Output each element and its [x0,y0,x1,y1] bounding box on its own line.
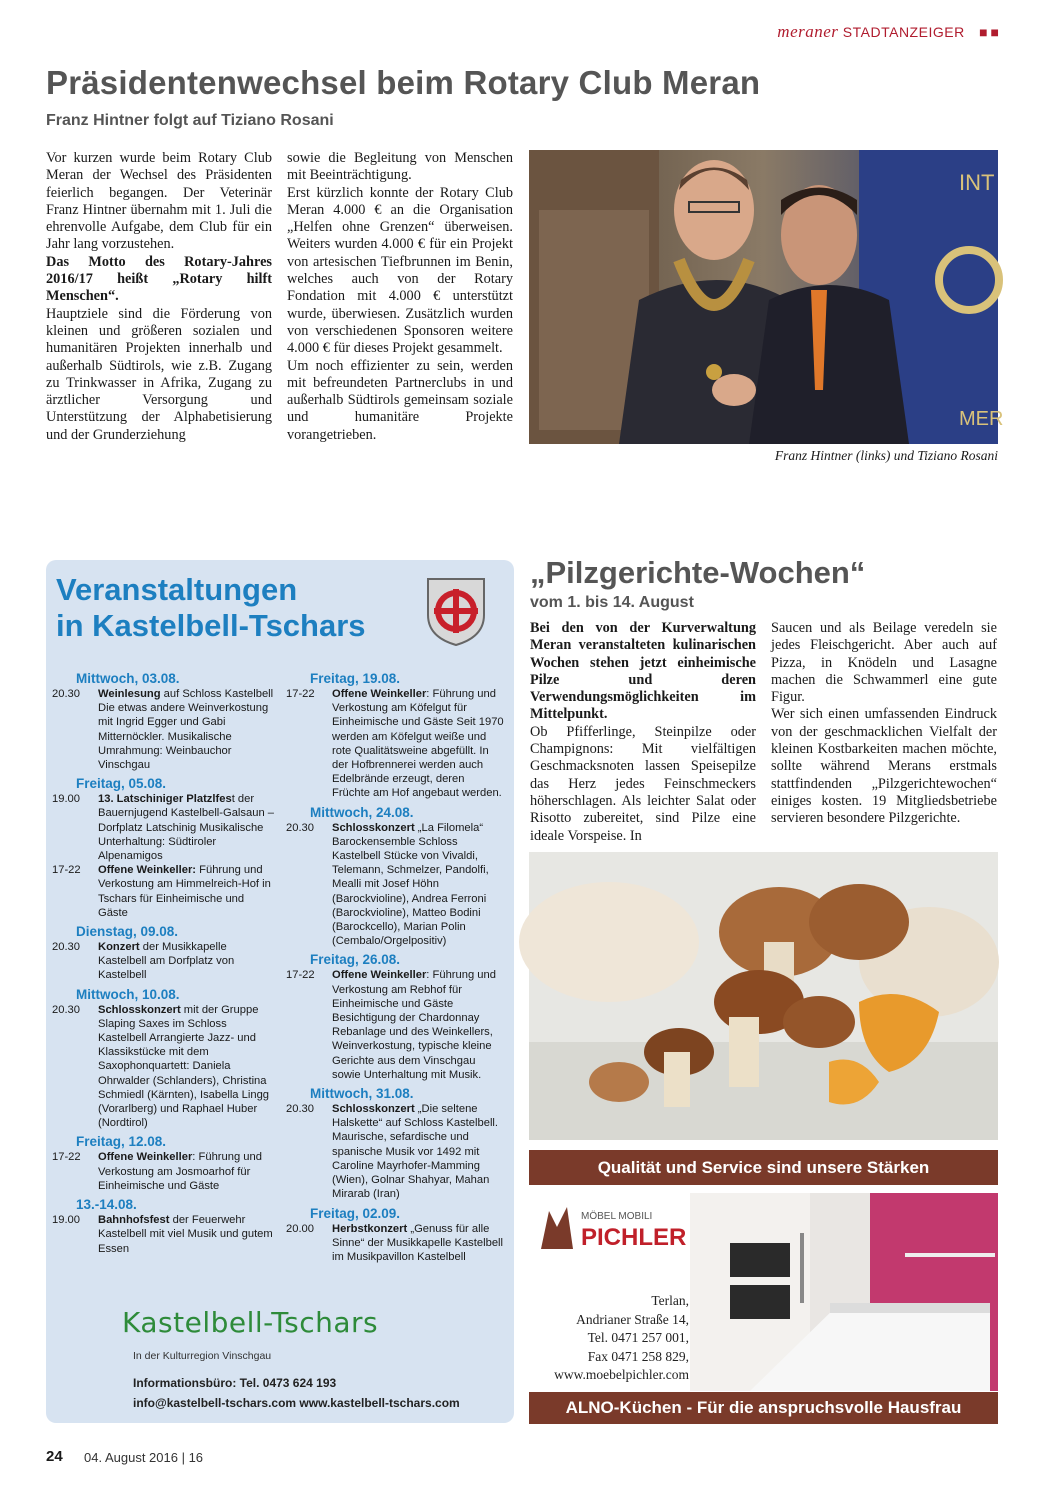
event-title: Offene Weinkeller [332,688,427,700]
event-item [52,1150,276,1193]
event-description [98,1213,276,1256]
event-title: Konzert [98,941,140,954]
paragraph: sowie die Begleitung von Menschen mit Beeinträchtigung. [287,150,513,184]
paragraph: Vor kurzen wurde beim Rotary Club Meran der Wechsel des Präsidenten feierlich begangen. Der Veterinär Franz Hintner übernahm mit 1. Juli die ehrenvolle Aufgabe, dem Club für ein Jahr lang vorzustehen. [46,150,272,253]
event-description [98,863,276,920]
event-details: der Feuerwehr Kastelbell mit viel Musik und gutem Essen [98,1214,273,1255]
event-time: 20.30 [286,1103,314,1116]
event-time: 17-22 [286,969,315,982]
kitchen-photo [690,1193,998,1391]
info-phone: Informationsbüro: Tel. 0473 624 193 [133,1376,337,1390]
address-line: Tel. 0471 257 001, [587,1330,689,1345]
event-date: Freitag, 19.08. [310,671,401,686]
event-time: 17-22 [286,688,315,700]
paragraph: Um noch effizienter zu sein, werden mit befreundeten Partnerclubs in und außerhalb Südtirols gemeinsam soziale und humanitäre Projekte vorangetrieben. [287,357,513,443]
place-name: Kastelbell-Tschars [122,1306,379,1339]
ad-address [529,1292,689,1385]
event-item [52,1003,276,1131]
event-item [52,687,276,772]
event-item [286,821,504,949]
event-description [98,687,276,772]
event-description [332,1102,504,1201]
photo-caption: Franz Hintner (links) und Tiziano Rosani [774,448,998,463]
event-details: : Führung und Verkostung am Köfelgut für Einheimische und Gäste Seit 1970 werden am Köfelgut weiße und rote Qualitätsweine abgefüllt. In der Hofbrennerei werden auch Edelbrände erzeugt, deren Früchte am Hof angebaut werden. [332,688,504,800]
region-label: In der Kulturregion Vinschgau [133,1350,272,1362]
event-item [52,940,276,983]
events-title [56,572,366,644]
event-details: auf Schloss Kastelbell Die etwas andere Weinverkostung mit Ingrid Egger und Gabi Mitternöckler. Musikalische Umrahmung: Weinbauchor Vinschgau [98,688,274,772]
event-description [98,940,276,983]
event-title: Offene Weinkeller [332,969,427,982]
logo-big-text: PICHLER [581,1224,687,1251]
event-title: Schlosskonzert [98,1003,181,1016]
event-date: Mittwoch, 24.08. [310,804,414,820]
pilz-subhead: vom 1. bis 14. August [530,594,694,611]
banner-text-bottom: MER [959,408,1004,430]
masthead-brand: meraner [777,22,839,41]
event-item [286,968,504,1082]
event-time: 20.30 [52,688,80,700]
event-item [52,1213,276,1256]
event-date: Freitag, 12.08. [76,1134,167,1150]
article-headline: Präsidentenwechsel beim Rotary Club Meran [46,64,761,101]
motto-paragraph: Das Motto des Rotary-Jahres 2016/17 heißt „Rotary hilft Menschen“. [46,253,272,305]
event-date: Mittwoch, 10.08. [76,986,180,1002]
event-date: Mittwoch, 03.08. [76,671,180,686]
event-time: 17-22 [52,864,81,877]
masthead [777,22,1002,42]
event-time: 20.30 [52,1003,80,1016]
paragraph: Ob Pfifferlinge, Steinpilze oder Champignons: Mit vielfältigen Geschmacksnoten lassen Speisepilze das Herz jedes Feinschmeckers höherschlagen. Als leichter Salat oder Risotto zubereitet, sind Pilze eine ideale Vorspeise. In [530,723,756,844]
logo-small-text: MÖBEL MOBILI [581,1211,653,1222]
paragraph: Saucen und als Beilage veredeln sie jedes Fleischgericht. Aber auch auf Pizza, in Knödeln und Lasagne machen die Schwammerl eine gute Figur. [771,620,997,706]
event-description [98,1003,276,1131]
article-subhead: Franz Hintner folgt auf Tiziano Rosani [46,112,334,129]
masthead-dots: ■■ [979,24,1002,40]
event-title: Schlosskonzert [332,1103,415,1116]
page-number: 24 [46,1448,63,1465]
event-time: 20.00 [286,1222,314,1235]
address-line: Fax 0471 258 829, [587,1348,689,1364]
event-description [332,821,504,949]
event-description [332,968,504,1082]
info-web: info@kastelbell-tschars.com www.kastelbell-tschars.com [133,1396,460,1410]
event-time: 19.00 [52,1214,80,1227]
address-line: Terlan, [651,1293,689,1308]
event-title: Weinlesung [98,688,161,700]
ad-top-banner: Qualität und Service sind unsere Stärken [529,1150,998,1185]
event-details: „La Filomela“ Barockensemble Schloss Kastelbell Stücke von Vivaldi, Telemann, Schmelzer, Pandolfi, Mealli mit Josef Höhn (Barockvioline), Andrea Ferroni (Barockvioline), Matteo Bodini (Barockcello), Marian Polin (Cembalo/Orgelpositiv) [332,821,489,948]
event-time: 17-22 [52,1151,81,1164]
event-description [98,792,276,863]
event-description [98,1150,276,1193]
paragraph: Erst kürzlich konnte der Rotary Club Meran 4.000 € an die Organisation „Helfen ohne Grenzen“ überweisen. Weiters wurden 4.000 € für ein Projekt von artesischen Tiefbrunnen im Benin, welches auch von der Rotary Fondation mit 4.000 € unterstützt wurde, überwiesen. Zusätzlich wurden von verschiedenen Sponsoren weitere 4.000 € für dieses Projekt gesammelt. [287,184,513,357]
event-details: mit der Gruppe Slaping Saxes im Schloss Kastelbell Arrangierte Jazz- und Klassikstücke mit dem Saxophonquartett: Daniela Ohrwalder (Schlanders), Christina Schmiedl (Kärnten), Isabella Lingg (Vorarlberg) und Raphael Huber (Nordtirol) [98,1003,270,1130]
event-title: 13. Latschiniger Platzlfes [98,793,232,806]
event-time: 20.30 [286,821,314,834]
event-details: „Die seltene Halskette“ auf Schloss Kastelbell. Maurische, sefardische und spanische Musik vor 1492 mit Caroline Mayrhofer-Mamming (Wien), Golnar Shahyar, Mahan Mirarab (Iran) [332,1103,499,1201]
event-date: 13.-14.08. [76,1197,137,1213]
rotary-photo [529,150,1004,444]
event-title: Herbstkonzert [332,1222,408,1235]
event-details: : Führung und Verkostung am Rebhof für Einheimische und Gäste Besichtigung der Chardonnay Rebanlage und des Weinkellers, Weinverkostung, typische kleine Gerichte aus dem Vinschgau sowie Unterhaltung mit Musik. [332,969,496,1081]
issue-date: 04. August 2016 | 16 [84,1450,204,1465]
address-line: Andrianer Straße 14, [576,1311,689,1327]
pilz-headline: „Pilzgerichte-Wochen“ [530,555,866,590]
event-date: Mittwoch, 31.08. [310,1086,414,1102]
event-date: Freitag, 26.08. [310,952,401,968]
article-column-1 [46,150,272,444]
ad-bottom-banner: ALNO-Küchen - Für die anspruchsvolle Hausfrau [529,1392,998,1424]
paragraph: Wer sich einen umfassenden Eindruck von der geschmacklichen Vielfalt der kleinen Kostbarkeiten machen möchte, sollte während Merans erstmals stattfindenden „Pilzgerichtewochen“ einiges kosten. 19 Mitgliedsbetriebe servieren besondere Pilzgerichte. [771,706,997,827]
event-time: 20.30 [52,941,80,954]
events-title-line-1: Veranstaltungen [56,572,298,607]
mushroom-photo [529,852,998,1140]
event-title: Bahnhofsfest [98,1214,170,1227]
events-title-line-2: in Kastelbell-Tschars [56,608,366,643]
event-item [52,863,276,920]
event-date: Dienstag, 09.08. [76,924,179,940]
banner-text-top: INT [959,170,995,195]
event-title: Schlosskonzert [332,821,415,834]
crest-icon [424,575,488,647]
lead-paragraph: Bei den von der Kurverwaltung Meran veranstalteten kulinarischen Wochen stehen jetzt einheimische Pilze und deren Verwendungsmöglichkeiten im Mittelpunkt. [530,620,756,723]
event-item [286,1102,504,1201]
event-details: „Genuss für alle Sinne“ der Musikkapelle Kastelbell im Musikpavillon Kastelbell [332,1222,504,1263]
event-title: Offene Weinkeller [98,1151,193,1164]
event-item [52,792,276,863]
event-details: t der Bauernjugend Kastelbell-Galsaun – Dorfplatz Latschinig Musikalische Unterhaltung: Südtiroler Alpenamigos [98,793,275,863]
event-time: 19.00 [52,793,80,806]
event-details: : Führung und Verkostung am Josmoarhof für Einheimische und Gäste [98,1151,262,1192]
events-column-2 [286,667,504,1264]
event-item [286,687,504,801]
pichler-logo [537,1201,687,1255]
paragraph: Hauptziele sind die Förderung von kleinen und größeren sozialen und humanitären Projekten innerhalb und außerhalb Südtirols, wie z.B. Zugang zu Trinkwasser in Afrika, Zugang zu ärztlicher Versorgung und Unterstützung der Alphabetisierung und der Grunderziehung [46,305,272,443]
pilz-column-1 [530,620,756,845]
event-details: Führung und Verkostung am Himmelreich-Hof in Tschars für Einheimische und Gäste [98,864,271,919]
event-description [332,687,504,801]
pilz-column-2 [771,620,997,828]
event-date: Freitag, 02.09. [310,1205,401,1221]
event-date: Freitag, 05.08. [76,776,167,792]
event-description [332,1222,504,1265]
article-column-2 [287,150,513,444]
event-details: der Musikkapelle Kastelbell am Dorfplatz von Kastelbell [98,941,235,982]
masthead-name: STADTANZEIGER [842,24,965,40]
address-line: www.moebelpichler.com [554,1367,689,1382]
event-title: Offene Weinkeller: [98,864,197,877]
events-column-1 [52,667,276,1256]
event-item [286,1222,504,1265]
